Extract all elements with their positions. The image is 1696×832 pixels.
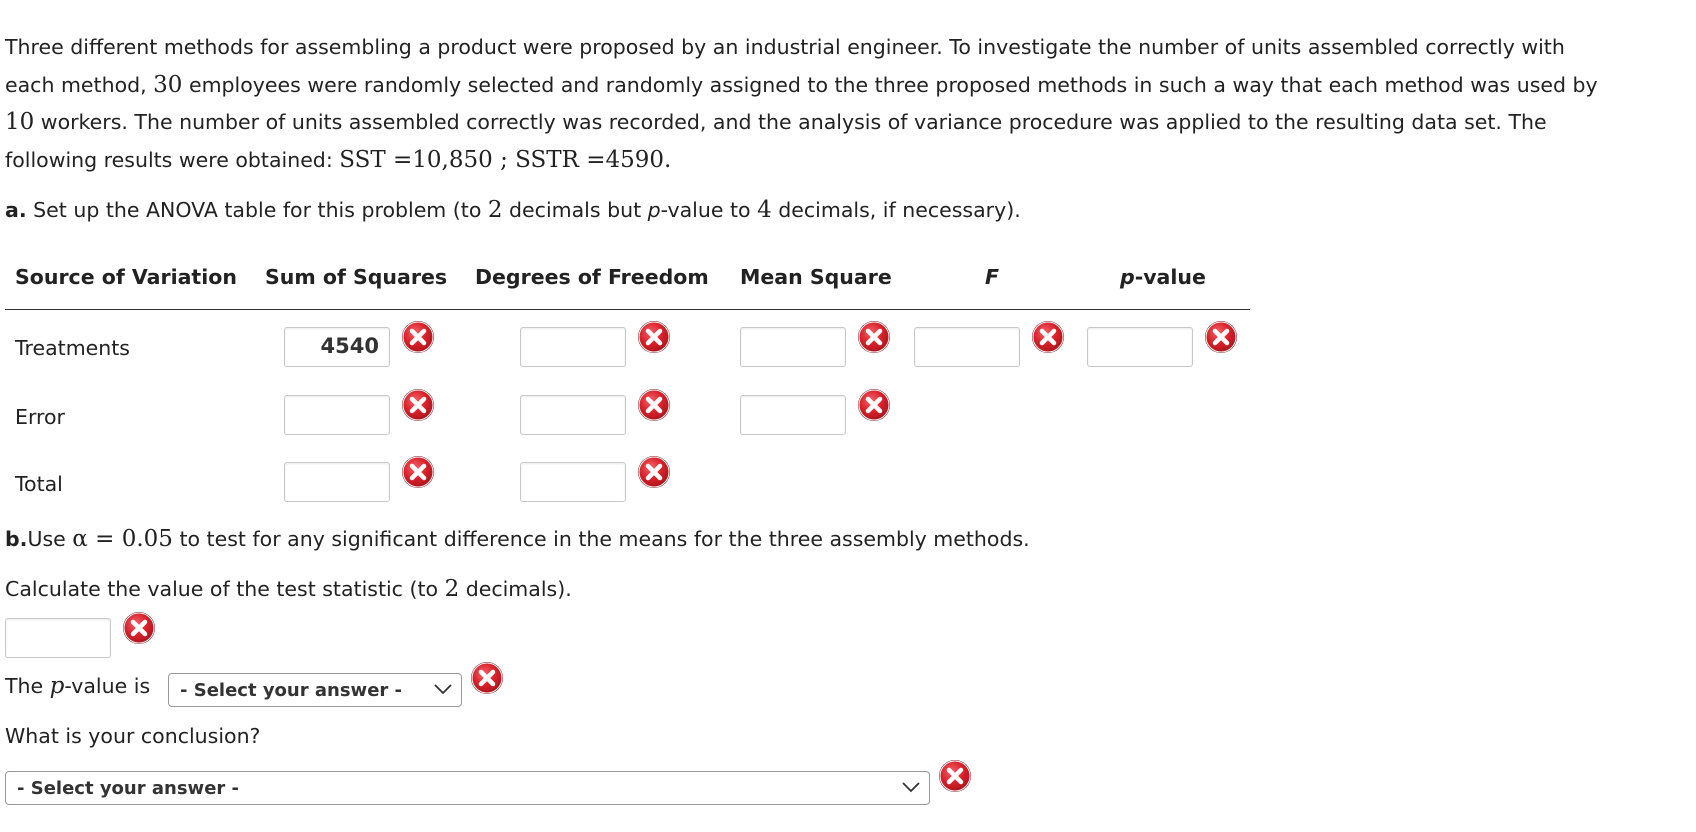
incorrect-icon (857, 388, 891, 422)
incorrect-icon (938, 759, 972, 793)
intro-text: Three different methods for assembling a product were proposed by an industrial engineer. To investigate the number of units assembled correctly with (5, 35, 1565, 59)
part-a-p-decimals: 4 (757, 197, 772, 223)
part-b-instruction (5, 524, 1030, 554)
part-a-p: p (647, 198, 661, 222)
part-a-instruction (5, 195, 1021, 225)
incorrect-icon (857, 320, 891, 354)
treatments-ss-input[interactable]: 4540 (284, 327, 390, 367)
part-b-label: b. (5, 527, 28, 551)
part-a-text: decimals, if necessary). (771, 198, 1021, 222)
intro-line-1 (5, 29, 1685, 67)
row-label-treatments: Treatments (15, 336, 130, 360)
incorrect-icon (401, 455, 435, 489)
p-value-p: p (49, 673, 65, 699)
header-p-value (1120, 265, 1206, 289)
header-value: -value (1134, 265, 1206, 289)
problem-statement (5, 29, 1685, 179)
error-ss-input[interactable] (284, 395, 390, 435)
incorrect-icon (401, 388, 435, 422)
error-df-input[interactable] (520, 395, 626, 435)
header-mean-square: Mean Square (740, 265, 892, 289)
part-a-decimals: 2 (487, 197, 503, 223)
row-label-error: Error (15, 405, 65, 429)
calc-text: decimals). (459, 577, 572, 601)
chevron-down-icon (433, 682, 453, 696)
incorrect-icon (401, 320, 435, 354)
incorrect-icon (122, 611, 156, 645)
header-source: Source of Variation (15, 265, 237, 289)
p-value-select-label: - Select your answer - (180, 680, 403, 701)
intro-text: following results were obtained: (5, 147, 340, 172)
anova-table-header (5, 262, 1250, 310)
incorrect-icon (1204, 320, 1238, 354)
part-a-label: a. (5, 198, 27, 222)
part-a-text: -value to (660, 198, 758, 222)
intro-line-3 (5, 104, 1685, 142)
intro-text: workers. The number of units assembled correctly was recorded, and the analysis of variance procedure was applied to the resulting data set. The (34, 110, 1547, 134)
treatments-df-input[interactable] (520, 327, 626, 367)
incorrect-icon (470, 661, 504, 695)
header-degrees-of-freedom: Degrees of Freedom (475, 265, 709, 289)
incorrect-icon (637, 455, 671, 489)
header-p: p (1120, 265, 1135, 289)
p-value-select[interactable] (168, 673, 462, 707)
intro-text: each method, (5, 72, 154, 97)
incorrect-icon (637, 320, 671, 354)
total-ss-input[interactable] (284, 462, 390, 502)
header-sum-of-squares: Sum of Squares (265, 265, 448, 289)
error-ms-input[interactable] (740, 395, 846, 435)
given-values: SST =10,850 ; SSTR =4590. (339, 146, 672, 173)
p-value-text: -value is (64, 674, 151, 698)
workers-per-method: 10 (5, 109, 35, 135)
test-statistic-instruction (5, 574, 572, 604)
test-statistic-input[interactable] (5, 618, 111, 658)
intro-line-2 (5, 67, 1685, 105)
row-label-total: Total (15, 472, 63, 496)
part-b-text: Use (27, 527, 73, 551)
treatments-f-input[interactable] (914, 327, 1020, 367)
treatments-p-value-input[interactable] (1087, 327, 1193, 367)
conclusion-select-label: - Select your answer - (17, 778, 240, 799)
header-f: F (985, 265, 1000, 289)
part-a-text: decimals but (502, 198, 648, 222)
intro-line-4 (5, 142, 1685, 180)
total-df-input[interactable] (520, 462, 626, 502)
conclusion-question: What is your conclusion? (5, 724, 261, 748)
conclusion-select[interactable] (5, 771, 930, 805)
treatments-ms-input[interactable] (740, 327, 846, 367)
intro-text: employees were randomly selected and randomly assigned to the three proposed methods in such a way that each method was used by (182, 72, 1598, 97)
chevron-down-icon (901, 780, 921, 794)
incorrect-icon (637, 388, 671, 422)
p-value-question (5, 671, 150, 701)
p-value-text: The (5, 674, 50, 698)
employee-count: 30 (153, 71, 183, 98)
calc-decimals: 2 (444, 576, 460, 602)
incorrect-icon (1031, 320, 1065, 354)
calc-text: Calculate the value of the test statistic (to (5, 577, 445, 601)
part-a-text: Set up the ANOVA table for this problem (to (26, 198, 488, 222)
part-b-text: to test for any significant difference in the means for the three assembly methods. (172, 527, 1030, 551)
alpha-value: α = 0.05 (72, 526, 173, 552)
